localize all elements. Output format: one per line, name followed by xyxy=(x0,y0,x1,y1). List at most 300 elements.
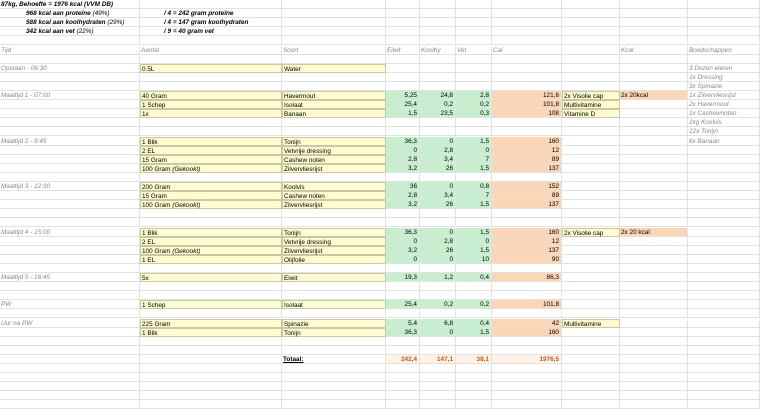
row-eiwit[interactable]: 2,8 xyxy=(386,191,420,200)
header-boodschappen[interactable]: Boodschappen xyxy=(688,46,760,55)
grid-cell[interactable] xyxy=(456,337,492,346)
grid-cell[interactable] xyxy=(282,337,386,346)
summary-grams[interactable] xyxy=(140,27,386,36)
row-food[interactable]: Tonijn xyxy=(282,328,386,337)
grid-cell[interactable] xyxy=(140,118,282,127)
totals-label[interactable]: Totaal: xyxy=(282,355,386,364)
row-food[interactable]: Vetvrije dressing xyxy=(282,237,386,246)
grid-cell[interactable] xyxy=(140,82,282,91)
header-tijd[interactable]: Tijd xyxy=(0,46,140,55)
header-soort[interactable]: Soort xyxy=(282,46,386,55)
row-time[interactable] xyxy=(0,155,140,164)
grid-cell[interactable] xyxy=(420,218,456,227)
grid-cell[interactable] xyxy=(492,291,562,300)
grid-cell[interactable] xyxy=(562,255,620,264)
grid-cell[interactable] xyxy=(0,382,140,391)
row-cal[interactable]: 160 xyxy=(492,328,562,337)
grid-cell[interactable] xyxy=(282,346,386,355)
grid-cell[interactable] xyxy=(562,337,620,346)
grid-cell[interactable] xyxy=(562,27,620,36)
grid-cell[interactable] xyxy=(420,36,456,45)
shopping-item[interactable]: 2x Havermout xyxy=(688,100,760,109)
header-kcal[interactable]: Kcal xyxy=(620,46,688,55)
grid-cell[interactable] xyxy=(456,218,492,227)
grid-cell[interactable] xyxy=(282,82,386,91)
grid-cell[interactable] xyxy=(456,282,492,291)
row-food[interactable]: Vetvrije dressing xyxy=(282,146,386,155)
row-cal[interactable]: 89 xyxy=(492,191,562,200)
row-koolhy[interactable]: 0 xyxy=(420,228,456,237)
grid-cell[interactable] xyxy=(420,9,456,18)
grid-cell[interactable] xyxy=(688,319,760,328)
grid-cell[interactable] xyxy=(620,237,688,246)
grid-cell[interactable] xyxy=(386,373,420,382)
row-eiwit[interactable]: 0 xyxy=(386,146,420,155)
grid-cell[interactable] xyxy=(620,200,688,209)
row-eiwit[interactable]: 2,8 xyxy=(386,155,420,164)
grid-cell[interactable] xyxy=(0,355,140,364)
row-cal[interactable]: 101,8 xyxy=(492,300,562,309)
grid-cell[interactable] xyxy=(562,137,620,146)
row-koolhy[interactable]: 3,4 xyxy=(420,191,456,200)
grid-cell[interactable] xyxy=(562,127,620,136)
grid-cell[interactable] xyxy=(620,218,688,227)
grid-cell[interactable] xyxy=(688,155,760,164)
grid-cell[interactable] xyxy=(140,36,282,45)
grid-cell[interactable] xyxy=(420,118,456,127)
grid-cell[interactable] xyxy=(282,391,386,400)
row-food[interactable]: Eiwit xyxy=(282,273,386,282)
row-amount[interactable] xyxy=(140,64,282,73)
grid-cell[interactable] xyxy=(620,400,688,409)
grid-cell[interactable] xyxy=(620,309,688,318)
grid-cell[interactable] xyxy=(0,264,140,273)
row-food[interactable]: Spinazie xyxy=(282,319,386,328)
grid-cell[interactable] xyxy=(562,82,620,91)
grid-cell[interactable] xyxy=(562,18,620,27)
row-vet[interactable]: 0,2 xyxy=(456,100,492,109)
grid-cell[interactable] xyxy=(562,346,620,355)
row-koolhy[interactable]: 0,2 xyxy=(420,300,456,309)
grid-cell[interactable] xyxy=(0,82,140,91)
grid-cell[interactable] xyxy=(140,309,282,318)
row-vet[interactable]: 1,5 xyxy=(456,228,492,237)
grid-cell[interactable] xyxy=(282,264,386,273)
grid-cell[interactable] xyxy=(492,346,562,355)
grid-cell[interactable] xyxy=(0,282,140,291)
row-koolhy[interactable]: 0,2 xyxy=(420,100,456,109)
grid-cell[interactable] xyxy=(688,228,760,237)
grid-cell[interactable] xyxy=(492,337,562,346)
row-vet[interactable]: 0,4 xyxy=(456,273,492,282)
row-time[interactable] xyxy=(0,328,140,337)
row-amount[interactable] xyxy=(140,182,282,191)
grid-cell[interactable] xyxy=(688,173,760,182)
row-eiwit[interactable]: 36 xyxy=(386,182,420,191)
grid-cell[interactable] xyxy=(688,337,760,346)
row-time[interactable]: PW xyxy=(0,300,140,309)
grid-cell[interactable] xyxy=(688,55,760,64)
grid-cell[interactable] xyxy=(140,173,282,182)
row-cal[interactable]: 12 xyxy=(492,237,562,246)
row-cal[interactable]: 160 xyxy=(492,137,562,146)
row-amount[interactable] xyxy=(140,273,282,282)
grid-cell[interactable] xyxy=(492,82,562,91)
grid-cell[interactable] xyxy=(620,155,688,164)
row-koolhy[interactable]: 23,5 xyxy=(420,109,456,118)
grid-cell[interactable] xyxy=(562,355,620,364)
row-amount[interactable] xyxy=(140,228,282,237)
summary-grams[interactable] xyxy=(140,18,386,27)
grid-cell[interactable] xyxy=(456,127,492,136)
row-amount[interactable] xyxy=(140,91,282,100)
grid-cell[interactable] xyxy=(562,273,620,282)
grid-cell[interactable] xyxy=(620,346,688,355)
row-vet[interactable]: 7 xyxy=(456,155,492,164)
grid-cell[interactable] xyxy=(620,391,688,400)
grid-cell[interactable] xyxy=(688,0,760,9)
row-supplement[interactable]: Vitamine D xyxy=(562,109,620,118)
row-amount[interactable] xyxy=(140,109,282,118)
grid-cell[interactable] xyxy=(620,246,688,255)
row-time[interactable]: Uur na PW xyxy=(0,319,140,328)
row-vet[interactable]: 0,8 xyxy=(456,182,492,191)
grid-cell[interactable] xyxy=(282,291,386,300)
grid-cell[interactable] xyxy=(688,237,760,246)
grid-cell[interactable] xyxy=(140,291,282,300)
grid-cell[interactable] xyxy=(562,246,620,255)
grid-cell[interactable] xyxy=(562,146,620,155)
grid-cell[interactable] xyxy=(492,400,562,409)
grid-cell[interactable] xyxy=(420,337,456,346)
grid-cell[interactable] xyxy=(420,364,456,373)
header-koolhy[interactable]: Koolhy xyxy=(420,46,456,55)
grid-cell[interactable] xyxy=(282,127,386,136)
row-time[interactable] xyxy=(0,109,140,118)
row-food[interactable]: Isolaat xyxy=(282,100,386,109)
grid-cell[interactable] xyxy=(456,209,492,218)
grid-cell[interactable] xyxy=(492,127,562,136)
grid-cell[interactable] xyxy=(492,9,562,18)
row-amount[interactable] xyxy=(140,191,282,200)
row-cal[interactable]: 108 xyxy=(492,109,562,118)
grid-cell[interactable] xyxy=(456,173,492,182)
row-vet[interactable]: 0,2 xyxy=(456,300,492,309)
grid-cell[interactable] xyxy=(620,127,688,136)
grid-cell[interactable] xyxy=(620,0,688,9)
grid-cell[interactable] xyxy=(420,391,456,400)
row-amount[interactable] xyxy=(140,146,282,155)
grid-cell[interactable] xyxy=(562,264,620,273)
row-food[interactable]: Tonijn xyxy=(282,228,386,237)
grid-cell[interactable] xyxy=(492,118,562,127)
grid-cell[interactable] xyxy=(456,264,492,273)
row-amount[interactable] xyxy=(140,246,282,255)
row-cal[interactable]: 152 xyxy=(492,182,562,191)
grid-cell[interactable] xyxy=(420,346,456,355)
row-amount[interactable] xyxy=(140,200,282,209)
grid-cell[interactable] xyxy=(620,382,688,391)
grid-cell[interactable] xyxy=(456,309,492,318)
shopping-item[interactable]: 3x Spinazie xyxy=(688,82,760,91)
grid-cell[interactable] xyxy=(420,373,456,382)
header-eiwit[interactable]: Eiwit xyxy=(386,46,420,55)
grid-cell[interactable] xyxy=(0,209,140,218)
grid-cell[interactable] xyxy=(140,282,282,291)
grid-cell[interactable] xyxy=(0,291,140,300)
grid-cell[interactable] xyxy=(0,73,140,82)
grid-cell[interactable] xyxy=(420,55,456,64)
row-cal[interactable]: 137 xyxy=(492,164,562,173)
row-amount[interactable] xyxy=(140,155,282,164)
grid-cell[interactable] xyxy=(562,9,620,18)
row-koolhy[interactable]: 26 xyxy=(420,200,456,209)
row-amount[interactable] xyxy=(140,100,282,109)
grid-cell[interactable] xyxy=(386,9,420,18)
row-eiwit[interactable]: 36,3 xyxy=(386,228,420,237)
grid-cell[interactable] xyxy=(492,209,562,218)
grid-cell[interactable] xyxy=(420,0,456,9)
row-vet[interactable]: 7 xyxy=(456,191,492,200)
row-time[interactable] xyxy=(0,146,140,155)
grid-cell[interactable] xyxy=(620,364,688,373)
header-vet[interactable]: Vet xyxy=(456,46,492,55)
grid-cell[interactable] xyxy=(562,291,620,300)
grid-cell[interactable] xyxy=(620,328,688,337)
grid-cell[interactable] xyxy=(562,173,620,182)
row-food[interactable]: Zilvervliesrijst xyxy=(282,164,386,173)
grid-cell[interactable] xyxy=(562,155,620,164)
total-vet[interactable]: 38,1 xyxy=(456,355,492,364)
row-eiwit[interactable]: 5,4 xyxy=(386,319,420,328)
grid-cell[interactable] xyxy=(688,273,760,282)
row-food[interactable]: Banaan xyxy=(282,109,386,118)
row-amount[interactable] xyxy=(140,255,282,264)
row-time[interactable] xyxy=(0,255,140,264)
grid-cell[interactable] xyxy=(0,373,140,382)
grid-cell[interactable] xyxy=(492,218,562,227)
shopping-item[interactable]: 12x Tonijn xyxy=(688,127,760,136)
grid-cell[interactable] xyxy=(456,73,492,82)
row-eiwit[interactable]: 1,5 xyxy=(386,109,420,118)
grid-cell[interactable] xyxy=(562,373,620,382)
row-vet[interactable]: 0 xyxy=(456,237,492,246)
grid-cell[interactable] xyxy=(140,264,282,273)
row-food[interactable]: Water xyxy=(282,64,386,73)
grid-cell[interactable] xyxy=(688,382,760,391)
grid-cell[interactable] xyxy=(386,291,420,300)
row-vet[interactable]: 2,8 xyxy=(456,91,492,100)
grid-cell[interactable] xyxy=(282,218,386,227)
row-eiwit[interactable]: 25,4 xyxy=(386,100,420,109)
grid-cell[interactable] xyxy=(688,182,760,191)
row-koolhy[interactable] xyxy=(420,64,456,73)
row-time[interactable] xyxy=(0,246,140,255)
grid-cell[interactable] xyxy=(620,18,688,27)
grid-cell[interactable] xyxy=(620,282,688,291)
grid-cell[interactable] xyxy=(688,346,760,355)
grid-cell[interactable] xyxy=(688,328,760,337)
row-amount[interactable] xyxy=(140,237,282,246)
header-aantal[interactable]: Aantal xyxy=(140,46,282,55)
grid-cell[interactable] xyxy=(562,200,620,209)
grid-cell[interactable] xyxy=(456,18,492,27)
grid-cell[interactable] xyxy=(688,146,760,155)
row-time[interactable]: Maaltijd 4 - 15:00 xyxy=(0,228,140,237)
grid-cell[interactable] xyxy=(420,264,456,273)
grid-cell[interactable] xyxy=(620,146,688,155)
grid-cell[interactable] xyxy=(688,164,760,173)
grid-cell[interactable] xyxy=(620,9,688,18)
row-koolhy[interactable]: 24,8 xyxy=(420,91,456,100)
grid-cell[interactable] xyxy=(688,36,760,45)
row-koolhy[interactable]: 26 xyxy=(420,246,456,255)
grid-cell[interactable] xyxy=(420,27,456,36)
grid-cell[interactable] xyxy=(492,73,562,82)
grid-cell[interactable] xyxy=(456,9,492,18)
row-cal[interactable]: 137 xyxy=(492,200,562,209)
grid-cell[interactable] xyxy=(688,373,760,382)
grid-cell[interactable] xyxy=(456,364,492,373)
shopping-item[interactable]: 1kg Koolvis xyxy=(688,118,760,127)
grid-cell[interactable] xyxy=(688,282,760,291)
row-eiwit[interactable]: 3,2 xyxy=(386,200,420,209)
grid-cell[interactable] xyxy=(386,364,420,373)
grid-cell[interactable] xyxy=(492,364,562,373)
row-koolhy[interactable]: 2,8 xyxy=(420,237,456,246)
row-time[interactable]: Maaltijd 2 - 9:45 xyxy=(0,137,140,146)
grid-cell[interactable] xyxy=(456,82,492,91)
row-food[interactable]: Cashew noten xyxy=(282,155,386,164)
grid-cell[interactable] xyxy=(688,364,760,373)
grid-cell[interactable] xyxy=(620,255,688,264)
grid-cell[interactable] xyxy=(562,191,620,200)
row-koolhy[interactable]: 0 xyxy=(420,255,456,264)
row-amount[interactable] xyxy=(140,328,282,337)
grid-cell[interactable] xyxy=(386,27,420,36)
grid-cell[interactable] xyxy=(492,27,562,36)
row-eiwit[interactable]: 3,2 xyxy=(386,164,420,173)
grid-cell[interactable] xyxy=(386,282,420,291)
grid-cell[interactable] xyxy=(492,373,562,382)
row-cal[interactable]: 90 xyxy=(492,255,562,264)
grid-cell[interactable] xyxy=(492,55,562,64)
grid-cell[interactable] xyxy=(620,137,688,146)
grid-cell[interactable] xyxy=(140,400,282,409)
grid-cell[interactable] xyxy=(420,309,456,318)
row-time[interactable]: Maaltijd 1 - 07:00 xyxy=(0,91,140,100)
row-koolhy[interactable]: 0 xyxy=(420,328,456,337)
grid-cell[interactable] xyxy=(456,400,492,409)
grid-cell[interactable] xyxy=(140,364,282,373)
grid-cell[interactable] xyxy=(282,118,386,127)
grid-cell[interactable] xyxy=(420,173,456,182)
row-cal[interactable]: 42 xyxy=(492,319,562,328)
grid-cell[interactable] xyxy=(456,55,492,64)
grid-cell[interactable] xyxy=(620,337,688,346)
grid-cell[interactable] xyxy=(282,373,386,382)
grid-cell[interactable] xyxy=(386,127,420,136)
row-food[interactable]: Zilvervliesrijst xyxy=(282,200,386,209)
row-time[interactable]: Opstaan - 06:30 xyxy=(0,64,140,73)
row-eiwit[interactable]: 0 xyxy=(386,255,420,264)
row-eiwit[interactable]: 3,2 xyxy=(386,246,420,255)
grid-cell[interactable] xyxy=(386,218,420,227)
grid-cell[interactable] xyxy=(420,82,456,91)
row-cal[interactable]: 137 xyxy=(492,246,562,255)
row-time[interactable] xyxy=(0,100,140,109)
grid-cell[interactable] xyxy=(456,118,492,127)
row-vet[interactable]: 1,5 xyxy=(456,246,492,255)
row-koolhy[interactable]: 26 xyxy=(420,164,456,173)
grid-cell[interactable] xyxy=(688,191,760,200)
grid-cell[interactable] xyxy=(140,373,282,382)
grid-cell[interactable] xyxy=(140,127,282,136)
row-time[interactable] xyxy=(0,164,140,173)
grid-cell[interactable] xyxy=(456,391,492,400)
grid-cell[interactable] xyxy=(492,36,562,45)
grid-cell[interactable] xyxy=(620,36,688,45)
grid-cell[interactable] xyxy=(282,73,386,82)
row-koolhy[interactable]: 1,2 xyxy=(420,273,456,282)
row-time[interactable]: Maaltijd 3 - 12:30 xyxy=(0,182,140,191)
grid-cell[interactable] xyxy=(562,55,620,64)
grid-cell[interactable] xyxy=(456,346,492,355)
grid-cell[interactable] xyxy=(282,382,386,391)
grid-cell[interactable] xyxy=(620,27,688,36)
grid-cell[interactable] xyxy=(620,118,688,127)
row-eiwit[interactable]: 36,3 xyxy=(386,137,420,146)
grid-cell[interactable] xyxy=(688,18,760,27)
grid-cell[interactable] xyxy=(688,264,760,273)
grid-cell[interactable] xyxy=(562,300,620,309)
shopping-item[interactable]: 6x Banaan xyxy=(688,137,760,146)
grid-cell[interactable] xyxy=(492,282,562,291)
grid-cell[interactable] xyxy=(386,73,420,82)
grid-cell[interactable] xyxy=(386,264,420,273)
grid-cell[interactable] xyxy=(0,118,140,127)
grid-cell[interactable] xyxy=(456,291,492,300)
grid-cell[interactable] xyxy=(0,364,140,373)
row-koolhy[interactable]: 3,4 xyxy=(420,155,456,164)
row-koolhy[interactable]: 2,8 xyxy=(420,146,456,155)
summary-line-1[interactable] xyxy=(0,0,386,9)
row-supplement[interactable]: Multivitamine xyxy=(562,319,620,328)
grid-cell[interactable] xyxy=(620,82,688,91)
grid-cell[interactable] xyxy=(620,55,688,64)
grid-cell[interactable] xyxy=(620,164,688,173)
grid-cell[interactable] xyxy=(386,400,420,409)
grid-cell[interactable] xyxy=(492,391,562,400)
row-food[interactable]: Havermout xyxy=(282,91,386,100)
grid-cell[interactable] xyxy=(420,400,456,409)
row-cal[interactable] xyxy=(492,64,562,73)
grid-cell[interactable] xyxy=(492,309,562,318)
grid-cell[interactable] xyxy=(562,218,620,227)
grid-cell[interactable] xyxy=(0,36,140,45)
grid-cell[interactable] xyxy=(282,55,386,64)
grid-cell[interactable] xyxy=(282,282,386,291)
grid-cell[interactable] xyxy=(420,73,456,82)
grid-cell[interactable] xyxy=(688,391,760,400)
row-vet[interactable]: 1,5 xyxy=(456,328,492,337)
row-vet[interactable]: 10 xyxy=(456,255,492,264)
row-food[interactable]: Olijfolie xyxy=(282,255,386,264)
grid-cell[interactable] xyxy=(688,355,760,364)
grid-cell[interactable] xyxy=(420,18,456,27)
grid-cell[interactable] xyxy=(386,18,420,27)
grid-cell[interactable] xyxy=(386,346,420,355)
